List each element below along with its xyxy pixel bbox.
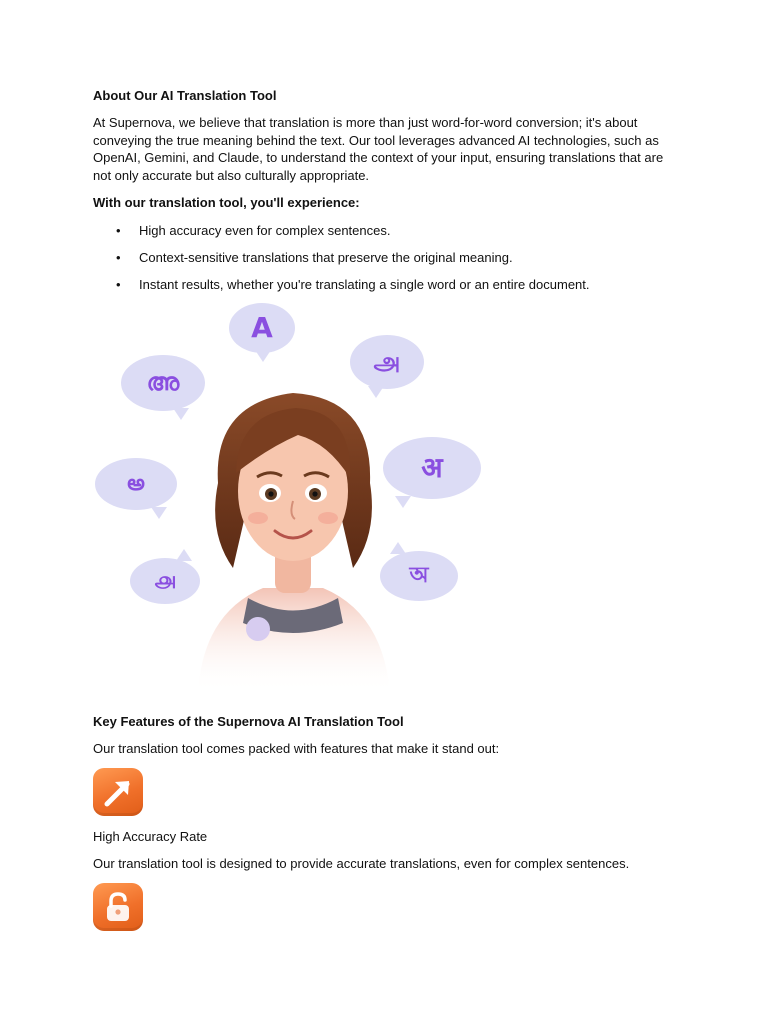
speech-bubble: അ	[121, 355, 205, 411]
document-content	[93, 87, 673, 943]
about-paragraph: At Supernova, we believe that translation is more than just word-for-word conversion; it's about conveying the true meaning behind the text. Our tool leverages advanced AI technologies, such as OpenAI, Gemini, and Claude, to understand the context of your input, ensuring translations that are not only accurate but also culturally appropriate.	[93, 115, 664, 183]
list-item: • High accuracy even for complex sentences.	[139, 222, 673, 239]
speech-bubble: அ	[350, 335, 424, 389]
experience-lead: With our translation tool, you'll experience:	[93, 195, 360, 211]
translator-avatar-illustration	[93, 303, 493, 703]
speech-bubble: A	[229, 303, 295, 353]
features-title: Key Features of the Supernova AI Translation Tool	[93, 713, 404, 729]
feature-description: Our translation tool is designed to provide accurate translations, even for complex sentences.	[93, 856, 630, 872]
list-item: • Context-sensitive translations that preserve the original meaning.	[139, 249, 673, 266]
speech-bubble: অ	[380, 551, 458, 601]
features-intro: Our translation tool comes packed with features that make it stand out:	[93, 740, 500, 756]
speech-bubble: అ	[95, 458, 177, 510]
speech-bubble: अ	[383, 437, 481, 499]
lock-icon	[93, 883, 143, 931]
speech-bubble: ௮	[130, 558, 200, 604]
experience-list	[93, 222, 673, 293]
about-title: About Our AI Translation Tool	[93, 88, 277, 103]
arrow-up-right-icon	[93, 768, 143, 816]
woman-avatar-image	[178, 373, 408, 693]
feature-label: High Accuracy Rate	[93, 828, 208, 844]
list-item: • Instant results, whether you're translating a single word or an entire document.	[139, 276, 673, 293]
